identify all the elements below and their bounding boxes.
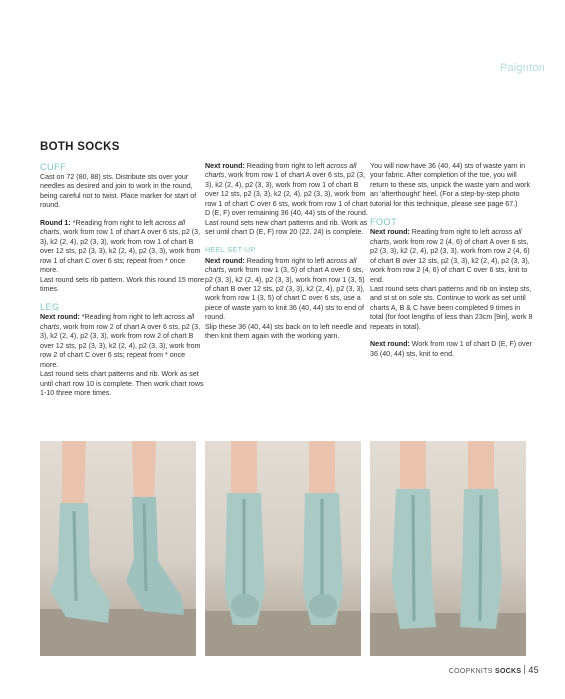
leg-post: , work from row 2 of chart A over 6 sts, p2 (3, 3), k2 (2, 4), p2 (3, 3), work from row 2 of chart B over 12 sts, p2 (3, 3), k2 (2, 4), p2 (3, 3), work from row 2 of chart C over 6 sts; repeat from * once more. <box>40 322 201 369</box>
leg-em: across all charts <box>40 313 195 331</box>
foot-after: Last round sets chart patterns and rib on instep sts, and st st on sole sts. Continue to work as set until charts A, B & C have been completed 9 times in total (for foot lengths of less than 23cm [9in], work 8 repeats in total). <box>370 284 533 331</box>
leg-pre: *Reading from right to left <box>79 313 165 322</box>
leg-after: Last round sets chart patterns and rib. Work as set until chart row 10 is complete. Then work chart rows 1-10 three more times. <box>40 370 204 398</box>
footer-section: SOCKS <box>494 668 522 675</box>
sock-photo-back-view <box>205 441 361 656</box>
socks-back-illustration <box>205 441 361 656</box>
pattern-name: Paignton <box>499 62 545 74</box>
page-footer <box>449 665 539 675</box>
heel-em: across all charts <box>205 256 357 275</box>
final-instructions <box>370 340 534 359</box>
waste-yarn-note <box>370 162 534 209</box>
leg-instructions <box>40 313 204 398</box>
cuff-instructions <box>40 173 204 211</box>
socks-front-illustration <box>370 441 526 656</box>
foot-heading: FOOT <box>370 217 398 228</box>
heel-post: , work from row 1 (3, 5) of chart A over 6 sts, p2 (3, 3), k2 (2, 4), p2 (3, 3), work from row 1 (3, 5) of chart B over 12 sts, p2 (3, 3), k2 (2, 4), p2 (3, 3), work from row 1 (3, 5) of chart C over 6 sts, use a piece of waste yarn to knit 36 (40, 44) sts to end of round. <box>205 266 365 322</box>
sock-photo-front-view <box>370 441 526 656</box>
text-column-3 <box>370 162 534 367</box>
foot-em: across all charts <box>370 228 522 246</box>
round1-pre: *Reading from right to left <box>70 218 156 227</box>
round1-after: Last round sets rib pattern. Work this round 15 more times. <box>40 275 204 293</box>
heel-pre: Reading from right to left <box>244 256 327 265</box>
text-column-2 <box>205 162 369 350</box>
foot-pre: Reading from right to left <box>409 228 492 237</box>
heel-setup-heading: HEEL SET-UP <box>205 246 256 254</box>
round1-em: across all charts <box>40 218 186 237</box>
next-em: across all charts <box>205 162 357 180</box>
last-text: Work from row 1 of chart D (E, F) over 36 (40, 44) sts, knit to end. <box>370 340 532 358</box>
round1-post: , work from row 1 of chart A over 6 sts, p2 (3, 3), k2 (2, 4), p2 (3, 3), work from row 1 of chart B over 12 sts, p2 (3, 3), k2 (2, 4), p2 (3, 3), work from row 1 of chart C over 6 sts; repeat from * once more. <box>40 228 201 275</box>
round1-label: Round 1: <box>40 218 71 227</box>
socks-side-illustration <box>40 441 196 656</box>
foot-label: Next round: <box>370 228 410 237</box>
foot-post: , work from row 2 (4, 6) of chart A over 6 sts, p2 (3, 3), k2 (2, 4), p2 (3, 3), work from row 2 (4, 6) of chart B over 12 sts, p2 (3, 3), k2 (2, 4), p2 (3, 3), work from row 2 (4, 6) of chart C over 6 sts, knit to end. <box>370 237 530 284</box>
cuff-heading: CUFF <box>40 162 67 172</box>
footer-divider <box>524 665 525 674</box>
sock-photo-side-view <box>40 441 196 656</box>
next-round-label: Next round: <box>205 162 245 170</box>
leg-heading: LEG <box>40 302 60 313</box>
waste-yarn-text: You will now have 36 (40, 44) sts of waste yarn in your fabric. After completion of the toe, you will return to these sts, unpick the waste yarn and work an ‘afterthought’ heel. (For a step-by-step photo tutorial for this technique, please see page 67.) <box>370 162 531 208</box>
round1-instructions <box>40 219 204 295</box>
cuff-text: Cast on 72 (80, 88) sts. Distribute sts over your needles as desired and join to work in the round, being careful not to twist. Place marker for start of round. <box>40 173 197 210</box>
heel-label: Next round: <box>205 256 245 265</box>
next-post: , work from row 1 of chart A over 6 sts, p2 (3, 3), k2 (2, 4), p2 (3, 3), work from row 1 of chart B over 12 sts, p2 (3, 3), k2 (2, 4), p2 (3, 3), work from row 1 of chart C over 6 sts, work from row 1 of chart D (E, F) over remaining 36 (40, 44) sts of the round. <box>205 171 368 218</box>
last-label: Next round: <box>370 340 410 349</box>
leg-label: Next round: <box>40 313 80 322</box>
page-number: 45 <box>528 665 539 675</box>
magazine-name: COOPKNITS <box>448 668 493 675</box>
section-title: BOTH SOCKS <box>40 141 120 153</box>
next-after: Last round sets new chart patterns and rib. Work as set until chart D (E, F) row 20 (22, 24) is complete. <box>205 218 368 237</box>
text-column-1 <box>40 162 204 407</box>
next-pre: Reading from right to left <box>244 162 327 170</box>
foot-instructions <box>370 228 534 332</box>
chart-d-instructions <box>205 162 369 238</box>
heel-after: Slip these 36 (40, 44) sts back on to left needle and then knit them again with the working yarn. <box>205 322 367 341</box>
heel-instructions <box>205 257 369 342</box>
